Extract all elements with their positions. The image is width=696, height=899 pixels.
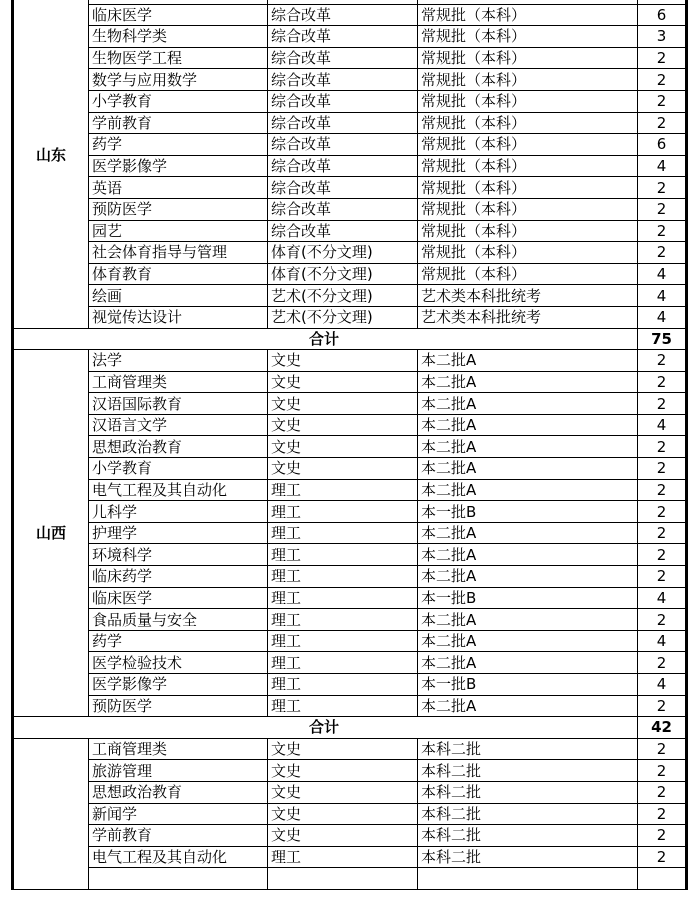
table-row (13, 501, 687, 523)
total-label: 合计 (13, 328, 638, 350)
subject-type-cell: 体育(不分文理) (268, 263, 418, 285)
count-cell: 2 (638, 220, 687, 242)
table-row (13, 4, 687, 26)
major-cell: 护理学 (89, 522, 268, 544)
major-cell: 小学教育 (89, 458, 268, 480)
batch-cell: 常规批（本科） (418, 220, 638, 242)
table-row (13, 544, 687, 566)
subject-type-cell: 文史 (268, 781, 418, 803)
major-cell: 工商管理类 (89, 371, 268, 393)
table-row (13, 436, 687, 458)
subject-type-cell: 文史 (268, 458, 418, 480)
subject-type-cell: 理工 (268, 652, 418, 674)
count-cell: 4 (638, 285, 687, 307)
subject-type-cell: 艺术(不分文理) (268, 285, 418, 307)
table-row (13, 609, 687, 631)
major-cell: 临床医学 (89, 587, 268, 609)
major-cell: 电气工程及其自动化 (89, 479, 268, 501)
count-cell: 2 (638, 436, 687, 458)
batch-cell: 本科二批 (418, 738, 638, 760)
major-cell: 生物科学类 (89, 26, 268, 48)
table-row (13, 134, 687, 156)
count-cell: 2 (638, 242, 687, 264)
count-cell: 2 (638, 695, 687, 717)
count-cell: 2 (638, 760, 687, 782)
table-row (13, 674, 687, 696)
batch-cell: 本二批A (418, 544, 638, 566)
count-cell: 2 (638, 846, 687, 868)
batch-cell: 本二批A (418, 630, 638, 652)
subject-type-cell: 综合改革 (268, 47, 418, 69)
table-row (13, 177, 687, 199)
major-cell: 预防医学 (89, 695, 268, 717)
batch-cell: 本二批A (418, 695, 638, 717)
major-cell: 思想政治教育 (89, 781, 268, 803)
table-row (13, 652, 687, 674)
subject-type-cell: 理工 (268, 566, 418, 588)
table-row (13, 566, 687, 588)
table-row (13, 47, 687, 69)
province-cell: 山东 (13, 0, 89, 328)
count-cell: 2 (638, 393, 687, 415)
batch-cell: 本科二批 (418, 846, 638, 868)
major-cell: 思想政治教育 (89, 436, 268, 458)
subject-type-cell: 艺术(不分文理) (268, 306, 418, 328)
subject-type-cell: 综合改革 (268, 4, 418, 26)
table-row (13, 350, 687, 372)
batch-cell: 常规批（本科） (418, 90, 638, 112)
batch-cell: 本一批B (418, 501, 638, 523)
major-cell: 法学 (89, 350, 268, 372)
major-cell: 绘画 (89, 285, 268, 307)
subject-type-cell: 文史 (268, 371, 418, 393)
major-cell: 儿科学 (89, 501, 268, 523)
major-cell: 汉语言文学 (89, 414, 268, 436)
subject-type-cell: 综合改革 (268, 198, 418, 220)
major-cell: 临床医学 (89, 4, 268, 26)
count-cell: 6 (638, 4, 687, 26)
count-cell: 2 (638, 609, 687, 631)
table-row (13, 458, 687, 480)
table-row (13, 825, 687, 847)
subject-type-cell: 文史 (268, 760, 418, 782)
table-row (13, 69, 687, 91)
table-row (13, 522, 687, 544)
table-row (13, 868, 687, 890)
table-row (13, 285, 687, 307)
table-row (13, 90, 687, 112)
batch-cell: 常规批（本科） (418, 4, 638, 26)
batch-cell: 本科二批 (418, 781, 638, 803)
major-cell: 医学影像学 (89, 155, 268, 177)
major-cell (89, 868, 268, 890)
table-row (13, 155, 687, 177)
batch-cell: 本科二批 (418, 803, 638, 825)
count-cell: 2 (638, 198, 687, 220)
table-row (13, 263, 687, 285)
total-row (13, 717, 687, 739)
count-cell: 4 (638, 306, 687, 328)
subject-type-cell: 理工 (268, 846, 418, 868)
batch-cell: 本二批A (418, 458, 638, 480)
count-cell: 2 (638, 177, 687, 199)
major-cell: 社会体育指导与管理 (89, 242, 268, 264)
count-cell: 2 (638, 566, 687, 588)
batch-cell: 本二批A (418, 652, 638, 674)
major-cell: 英语 (89, 177, 268, 199)
batch-cell: 常规批（本科） (418, 177, 638, 199)
batch-cell: 常规批（本科） (418, 47, 638, 69)
batch-cell: 本科二批 (418, 825, 638, 847)
table-body (13, 0, 687, 889)
subject-type-cell: 综合改革 (268, 69, 418, 91)
batch-cell: 本二批A (418, 522, 638, 544)
table-row (13, 630, 687, 652)
subject-type-cell: 理工 (268, 479, 418, 501)
batch-cell: 艺术类本科批统考 (418, 306, 638, 328)
province-cell (13, 738, 89, 889)
batch-cell: 常规批（本科） (418, 263, 638, 285)
count-cell: 4 (638, 155, 687, 177)
batch-cell: 本一批B (418, 674, 638, 696)
count-cell: 2 (638, 371, 687, 393)
table-row (13, 587, 687, 609)
batch-cell: 本二批A (418, 414, 638, 436)
major-cell: 临床药学 (89, 566, 268, 588)
table-row (13, 738, 687, 760)
major-cell: 药学 (89, 134, 268, 156)
batch-cell: 常规批（本科） (418, 242, 638, 264)
batch-cell: 本科二批 (418, 760, 638, 782)
count-cell: 2 (638, 803, 687, 825)
subject-type-cell: 理工 (268, 587, 418, 609)
province-cell: 山西 (13, 350, 89, 717)
subject-type-cell: 文史 (268, 803, 418, 825)
count-cell: 2 (638, 112, 687, 134)
subject-type-cell: 理工 (268, 544, 418, 566)
count-cell: 2 (638, 350, 687, 372)
major-cell: 旅游管理 (89, 760, 268, 782)
major-cell: 食品质量与安全 (89, 609, 268, 631)
count-cell: 4 (638, 587, 687, 609)
table-row (13, 112, 687, 134)
table-row (13, 479, 687, 501)
count-cell: 4 (638, 263, 687, 285)
table-row (13, 846, 687, 868)
count-cell: 2 (638, 458, 687, 480)
subject-type-cell: 理工 (268, 630, 418, 652)
total-row (13, 328, 687, 350)
subject-type-cell: 理工 (268, 501, 418, 523)
batch-cell: 本一批B (418, 587, 638, 609)
table-row (13, 242, 687, 264)
major-cell: 环境科学 (89, 544, 268, 566)
count-cell: 2 (638, 90, 687, 112)
major-cell: 学前教育 (89, 825, 268, 847)
major-cell: 生物医学工程 (89, 47, 268, 69)
major-cell: 体育教育 (89, 263, 268, 285)
table-row (13, 306, 687, 328)
batch-cell: 常规批（本科） (418, 134, 638, 156)
count-cell: 2 (638, 652, 687, 674)
major-cell: 医学影像学 (89, 674, 268, 696)
subject-type-cell: 文史 (268, 436, 418, 458)
batch-cell: 本二批A (418, 479, 638, 501)
major-cell: 小学教育 (89, 90, 268, 112)
subject-type-cell: 理工 (268, 609, 418, 631)
table-row (13, 198, 687, 220)
table-row (13, 26, 687, 48)
batch-cell: 本二批A (418, 371, 638, 393)
major-cell: 预防医学 (89, 198, 268, 220)
major-cell: 数学与应用数学 (89, 69, 268, 91)
count-cell: 2 (638, 501, 687, 523)
total-value: 42 (638, 717, 687, 739)
table-row (13, 781, 687, 803)
subject-type-cell: 文史 (268, 825, 418, 847)
major-cell: 药学 (89, 630, 268, 652)
subject-type-cell: 综合改革 (268, 26, 418, 48)
batch-cell: 本二批A (418, 350, 638, 372)
subject-type-cell: 体育(不分文理) (268, 242, 418, 264)
major-cell: 新闻学 (89, 803, 268, 825)
total-label: 合计 (13, 717, 638, 739)
count-cell: 2 (638, 781, 687, 803)
major-cell: 园艺 (89, 220, 268, 242)
total-value: 75 (638, 328, 687, 350)
subject-type-cell: 文史 (268, 738, 418, 760)
table-row (13, 414, 687, 436)
major-cell: 医学检验技术 (89, 652, 268, 674)
count-cell: 4 (638, 630, 687, 652)
batch-cell: 常规批（本科） (418, 198, 638, 220)
count-cell: 3 (638, 26, 687, 48)
batch-cell: 常规批（本科） (418, 155, 638, 177)
subject-type-cell: 综合改革 (268, 90, 418, 112)
subject-type-cell: 综合改革 (268, 134, 418, 156)
count-cell: 6 (638, 134, 687, 156)
major-cell: 视觉传达设计 (89, 306, 268, 328)
batch-cell: 本二批A (418, 566, 638, 588)
subject-type-cell: 综合改革 (268, 177, 418, 199)
batch-cell (418, 868, 638, 890)
batch-cell: 常规批（本科） (418, 26, 638, 48)
batch-cell: 常规批（本科） (418, 112, 638, 134)
table-row (13, 393, 687, 415)
count-cell: 2 (638, 69, 687, 91)
table-row (13, 803, 687, 825)
batch-cell: 常规批（本科） (418, 69, 638, 91)
table-row (13, 760, 687, 782)
count-cell: 2 (638, 479, 687, 501)
table-row (13, 220, 687, 242)
table-row (13, 371, 687, 393)
subject-type-cell: 理工 (268, 695, 418, 717)
major-cell: 汉语国际教育 (89, 393, 268, 415)
subject-type-cell: 综合改革 (268, 155, 418, 177)
subject-type-cell: 文史 (268, 414, 418, 436)
count-cell: 2 (638, 522, 687, 544)
major-cell: 工商管理类 (89, 738, 268, 760)
table-row (13, 695, 687, 717)
batch-cell: 本二批A (418, 393, 638, 415)
subject-type-cell: 理工 (268, 674, 418, 696)
count-cell: 2 (638, 825, 687, 847)
count-cell: 4 (638, 414, 687, 436)
count-cell (638, 868, 687, 890)
count-cell: 4 (638, 674, 687, 696)
count-cell: 2 (638, 47, 687, 69)
major-cell: 电气工程及其自动化 (89, 846, 268, 868)
major-cell: 学前教育 (89, 112, 268, 134)
subject-type-cell: 综合改革 (268, 112, 418, 134)
subject-type-cell: 文史 (268, 350, 418, 372)
batch-cell: 艺术类本科批统考 (418, 285, 638, 307)
count-cell: 2 (638, 738, 687, 760)
count-cell: 2 (638, 544, 687, 566)
subject-type-cell: 理工 (268, 522, 418, 544)
subject-type-cell: 文史 (268, 393, 418, 415)
subject-type-cell (268, 868, 418, 890)
batch-cell: 本二批A (418, 436, 638, 458)
subject-type-cell: 综合改革 (268, 220, 418, 242)
batch-cell: 本二批A (418, 609, 638, 631)
enrollment-plan-table (11, 0, 688, 890)
